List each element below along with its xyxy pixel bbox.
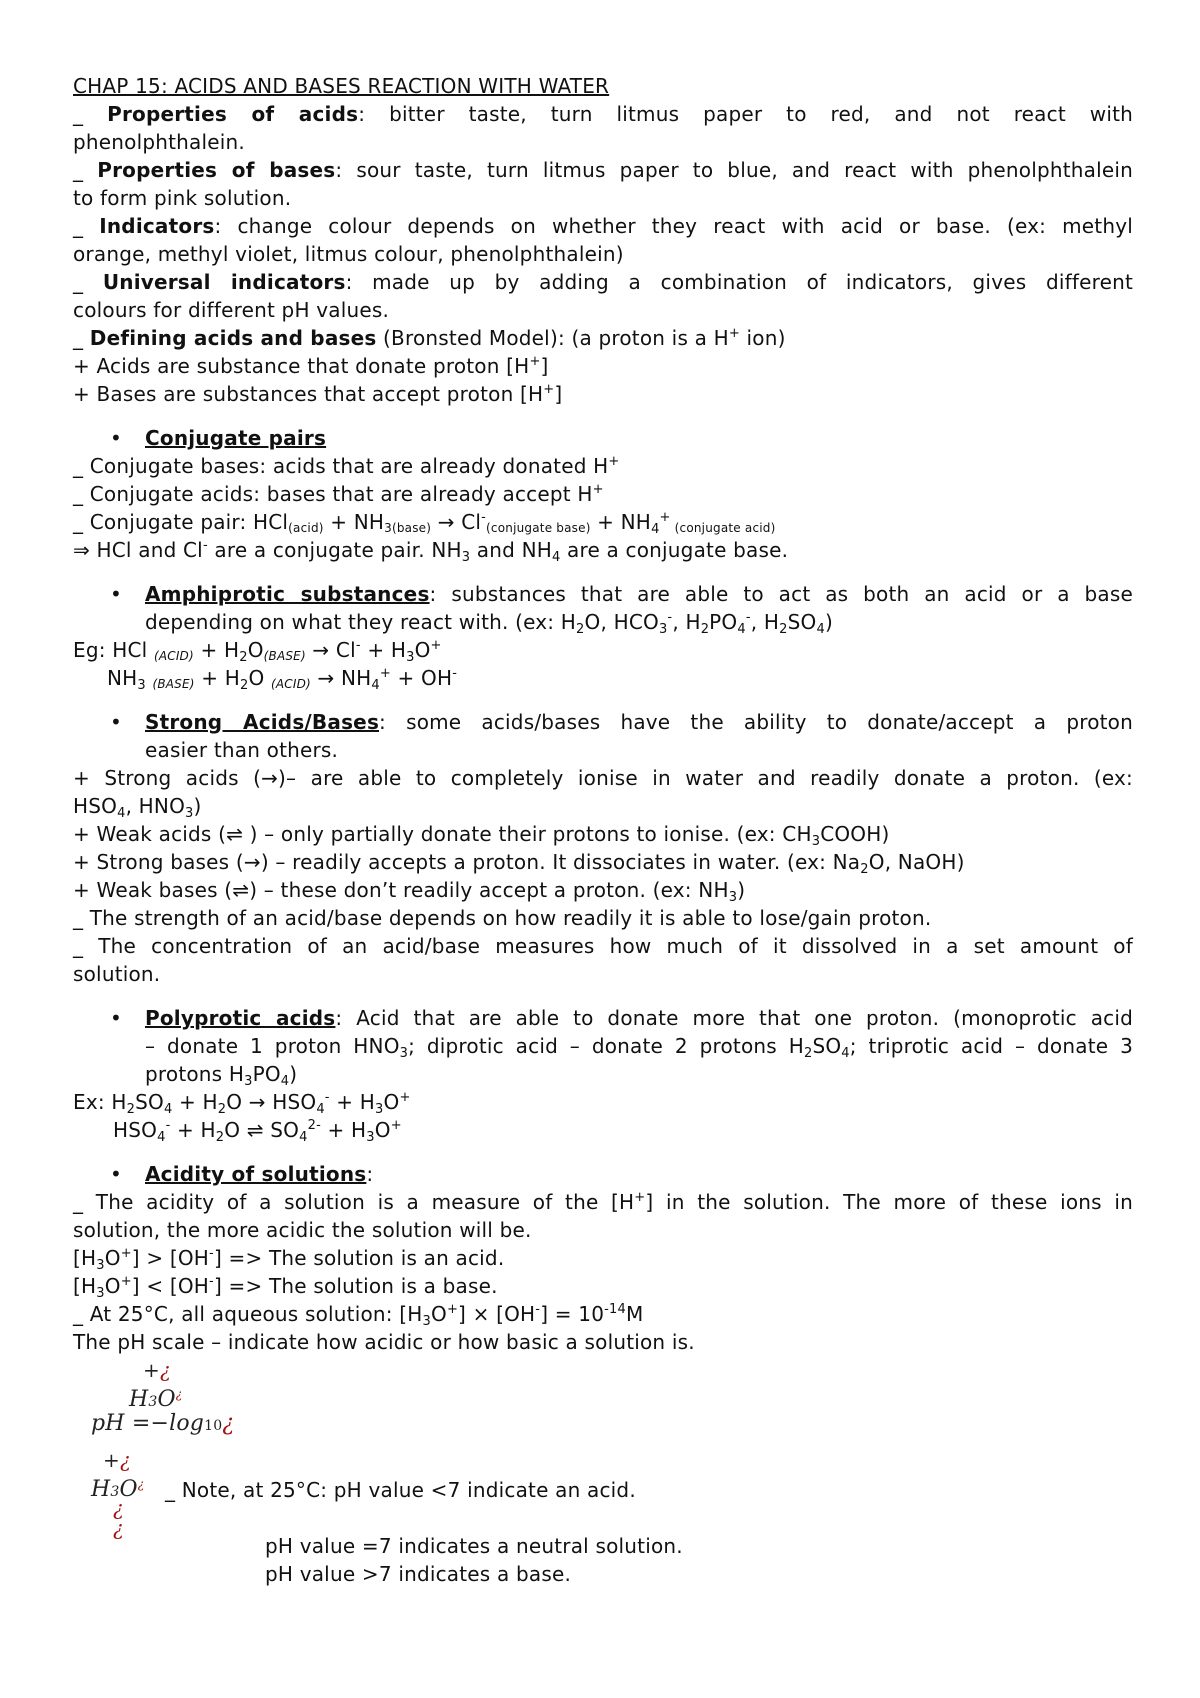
page-title: CHAP 15: ACIDS AND BASES REACTION WITH WATER xyxy=(73,74,610,98)
strong-bases: + Strong bases (→) – readily accepts a proton. It dissociates in water. (ex: $Na_2O$, NaOH) xyxy=(73,850,965,877)
water-constant: _ At 25°C, all aqueous solution: $[H_3O^+] \times [OH^-] = 10^{-14}M$ xyxy=(73,1302,644,1329)
indicators: _ Indicators: change colour depends on whether they react with acid or base. (ex: methyl xyxy=(73,214,1133,238)
acidity-bullet: • Acidity of solutions: xyxy=(110,1162,374,1186)
amphiprotic-bullet: • Amphiprotic substances: substances that are able to act as both an acid or a base depending on what they react with. (ex: $H_2O$, $HCO_3^-$, $H_2PO_4^-$, $H_2SO_4$) xyxy=(110,582,1133,637)
strength-note: _ The strength of an acid/base depends on how readily it is able to lose/gain proton. xyxy=(73,906,932,930)
base-condition: $[H_3O^+] < [OH^-]$ => The solution is a base. xyxy=(73,1274,498,1301)
properties-of-acids-cont: phenolphthalein. xyxy=(73,130,245,154)
conjugate-pairs-bullet: • Conjugate pairs xyxy=(110,426,327,450)
ph-formula: +¿ H3O¿ pH =−log10¿ +¿ H3O¿ ¿ ¿ _ Note, at 25°C: pH value <7 indicate an acid. xyxy=(91,1358,636,1540)
ph-note-acid: _ Note, at 25°C: pH value <7 indicate an acid. xyxy=(165,1478,636,1502)
weak-bases: + Weak bases (⇌) – these don’t readily accept a proton. (ex: $NH_3$) xyxy=(73,878,746,905)
document-page xyxy=(73,72,1133,1588)
universal-indicators-cont: colours for different pH values. xyxy=(73,298,390,322)
conjugate-acids: _ Conjugate acids: bases that are already accept H+ xyxy=(73,482,604,506)
acidity-p1: _ The acidity of a solution is a measure of the [H+] in the solution. The more of these ions in xyxy=(73,1190,1134,1214)
acid-condition: $[H_3O^+] > [OH^-]$ => The solution is an acid. xyxy=(73,1246,505,1273)
conjugate-bases: _ Conjugate bases: acids that are already donated H+ xyxy=(73,454,620,478)
conjugate-conclusion: ⇒ HCl and Cl- are a conjugate pair. $NH_3$ and $NH_4$ are a conjugate base. xyxy=(73,538,789,565)
polyprotic-ex1: Ex: $H_2SO_4 + H_2O \to HSO_4^- + H_3O^+$ xyxy=(73,1090,411,1117)
polyprotic-bullet: • Polyprotic acids: Acid that are able to donate more that one proton. (monoprotic acid – donate 1 proton $HNO_3$; diprotic acid – donate 2 protons $H_2SO_4$; triprotic acid – donate 3 protons $H_3PO_4$) xyxy=(110,1006,1134,1089)
def-acids: + Acids are substance that donate proton [H+] xyxy=(73,354,549,378)
properties-of-bases: _ Properties of bases: sour taste, turn litmus paper to blue, and react with phenolphthalein xyxy=(73,158,1133,182)
amphiprotic-eg2: $NH_3$ (BASE) + $H_2O$ (ACID) → $NH_4^+ + OH^-$ xyxy=(107,666,458,693)
universal-indicators: _ Universal indicators: made up by adding a combination of indicators, gives different xyxy=(73,270,1134,294)
defining-acids-bases: _ Defining acids and bases (Bronsted Model): (a proton is a H+ ion) xyxy=(73,326,786,350)
concentration-note-cont: solution. xyxy=(73,962,161,986)
ph-scale: The pH scale – indicate how acidic or how basic a solution is. xyxy=(73,1330,695,1354)
strong-acids: + Strong acids (→)– are able to completely ionise in water and readily donate a proton. (ex: xyxy=(73,766,1133,790)
amphiprotic-eg1: Eg: HCl (ACID) + $H_2O(BASE) \to Cl^- + H_3O^+$ xyxy=(73,638,442,665)
acidity-p2: solution, the more acidic the solution will be. xyxy=(73,1218,532,1242)
properties-of-bases-cont: to form pink solution. xyxy=(73,186,292,210)
strong-acids-cont: $HSO_4$, $HNO_3$) xyxy=(73,794,202,821)
concentration-note: _ The concentration of an acid/base measures how much of it dissolved in a set amount of xyxy=(73,934,1133,958)
def-bases: + Bases are substances that accept proton [H+] xyxy=(73,382,563,406)
polyprotic-ex2: $HSO_4^- + H_2O$ ⇌ $SO_4^{2-} + H_3O^+$ xyxy=(113,1118,402,1145)
ph-note-neutral: pH value =7 indicates a neutral solution. xyxy=(265,1534,683,1558)
strong-acids-bases-bullet: • Strong Acids/Bases: some acids/bases have the ability to donate/accept a proton easier than others. xyxy=(110,710,1133,762)
properties-of-acids: _ Properties of acids: bitter taste, turn litmus paper to red, and not react with xyxy=(73,102,1133,126)
conjugate-pair: _ Conjugate pair: HCl(acid) + NH3(base) → Cl-(conjugate base) + $NH_4^+$ (conjugate acid) xyxy=(73,510,776,537)
indicators-cont: orange, methyl violet, litmus colour, phenolphthalein) xyxy=(73,242,624,266)
weak-acids: + Weak acids (⇌ ) – only partially donate their protons to ionise. (ex: $CH_3COOH$) xyxy=(73,822,890,849)
ph-note-base: pH value >7 indicates a base. xyxy=(265,1562,572,1586)
